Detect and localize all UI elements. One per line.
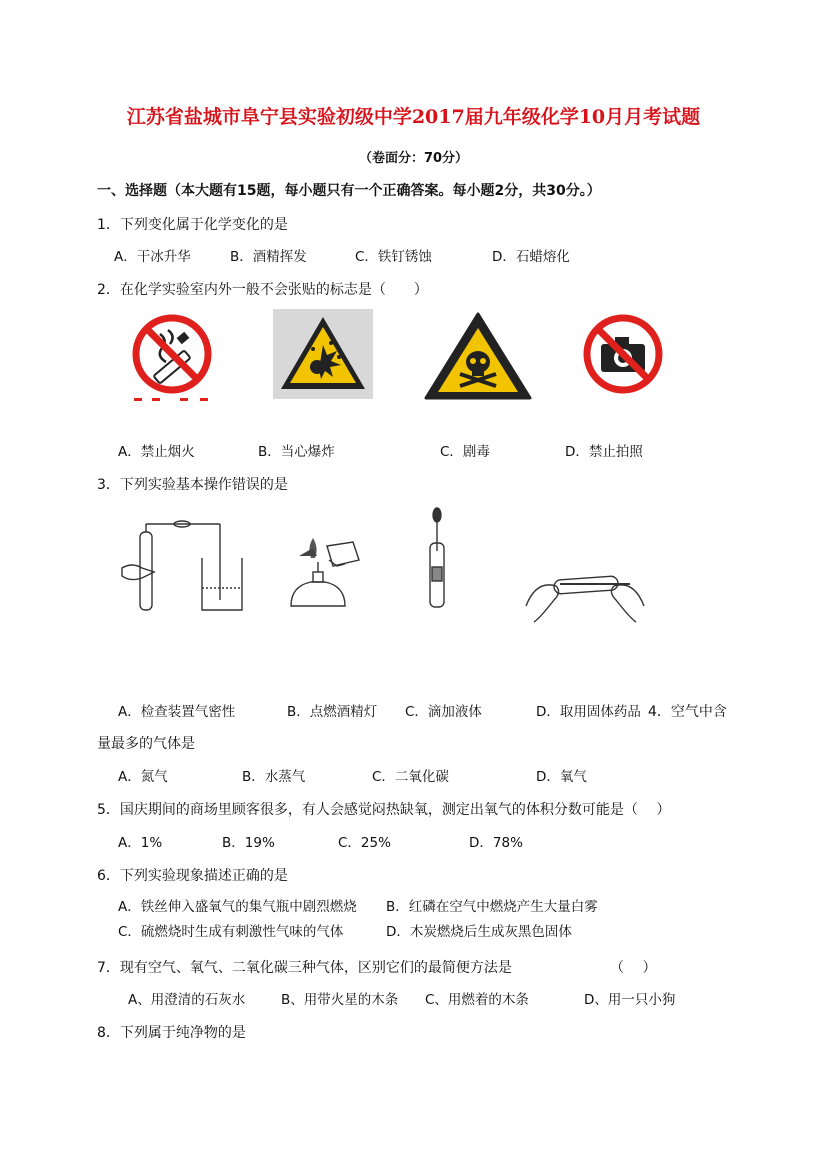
dropper-icon: [422, 507, 452, 611]
q5-option-b: B．19%: [222, 835, 275, 851]
q5-stem: 5．国庆期间的商场里顾客很多，有人会感觉闷热缺氧，测定出氧气的体积分数可能是（ ）: [97, 802, 671, 818]
q7-stem: 7．现有空气、氧气、二氧化碳三种气体，区别它们的最简便方法是: [97, 960, 512, 976]
q2-option-a: A．禁止烟火: [118, 444, 195, 460]
q3-stem: 3．下列实验基本操作错误的是: [97, 477, 288, 493]
airtightness-check-icon: [120, 518, 250, 614]
q8-stem: 8．下列属于纯净物的是: [97, 1025, 246, 1041]
q1-option-b: B．酒精挥发: [230, 249, 307, 265]
q2-option-b: B．当心爆炸: [258, 444, 335, 460]
alcohol-lamp-icon: [285, 536, 365, 612]
no-smoking-icon: [130, 312, 214, 404]
q2-option-c: C．剧毒: [440, 444, 490, 460]
q6-option-d: D．木炭燃烧后生成灰黑色固体: [386, 924, 572, 940]
q7-option-a: A、用澄清的石灰水: [128, 992, 246, 1008]
q1-option-a: A．干冰升华: [114, 249, 191, 265]
score-note: （卷面分：70分）: [358, 151, 469, 166]
q7-option-d: D、用一只小狗: [584, 992, 676, 1008]
q2-stem: 2．在化学实验室内外一般不会张贴的标志是（ ）: [97, 282, 428, 298]
q6-option-a: A．铁丝伸入盛氧气的集气瓶中剧烈燃烧: [118, 899, 357, 915]
q5-option-d: D．78%: [469, 835, 523, 851]
q3-option-d: D．取用固体药品: [536, 704, 641, 720]
q7-answer-blank: （ ）: [610, 960, 657, 976]
q3-option-b: B．点燃酒精灯: [287, 704, 378, 720]
q4-option-d: D．氧气: [536, 769, 587, 785]
q1-option-c: C．铁钉锈蚀: [355, 249, 432, 265]
q6-stem: 6．下列实验现象描述正确的是: [97, 868, 288, 884]
q1-stem: 1．下列变化属于化学变化的是: [97, 217, 288, 233]
q4-option-c: C．二氧化碳: [372, 769, 449, 785]
q4-option-a: A．氮气: [118, 769, 168, 785]
q3-option-c: C．滴加液体: [405, 704, 482, 720]
q4-stem-start: 4．空气中含: [648, 704, 727, 720]
toxic-warning-icon: [422, 310, 534, 402]
q2-option-d: D．禁止拍照: [565, 444, 643, 460]
q7-option-b: B、用带火星的木条: [281, 992, 399, 1008]
no-camera-icon: [581, 312, 665, 396]
q5-option-a: A．1%: [118, 835, 163, 851]
q1-option-d: D．石蜡熔化: [492, 249, 570, 265]
q6-option-b: B．红磷在空气中燃烧产生大量白雾: [386, 899, 598, 915]
q4-option-b: B．水蒸气: [242, 769, 306, 785]
q5-option-c: C．25%: [338, 835, 391, 851]
q7-option-c: C、用燃着的木条: [425, 992, 529, 1008]
q4-stem-end: 量最多的气体是: [97, 736, 195, 752]
q6-option-c: C．硫燃烧时生成有刺激性气味的气体: [118, 924, 344, 940]
solid-reagent-icon: [520, 566, 650, 632]
explosion-warning-icon: [273, 309, 373, 399]
section-heading: 一、选择题（本大题有15题，每小题只有一个正确答案。每小题2分，共30分。）: [97, 183, 601, 199]
q3-option-a: A．检查装置气密性: [118, 704, 236, 720]
page-title: 江苏省盐城市阜宁县实验初级中学2017届九年级化学10月月考试题: [126, 106, 701, 128]
